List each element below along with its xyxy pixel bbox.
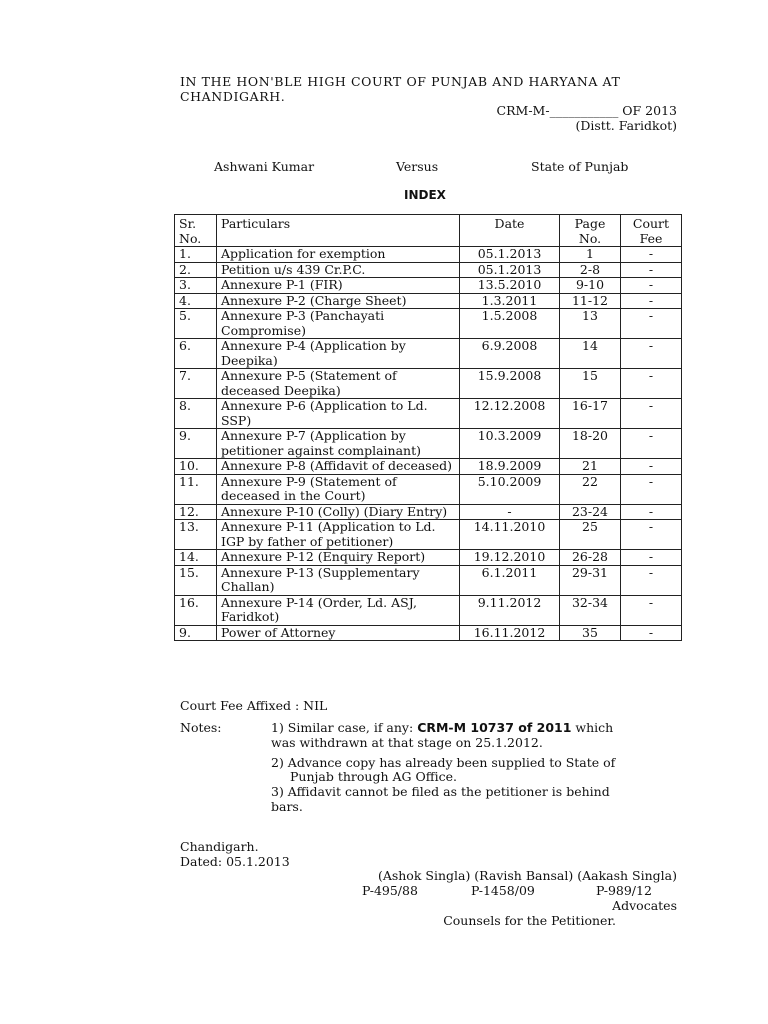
table-row — [175, 262, 682, 278]
header-sr-no: Sr. No. — [175, 215, 217, 247]
note-2-line-1: 2) Advance copy has already been supplied to State of — [271, 755, 616, 770]
cell-particulars: Annexure P-11 (Application to Ld. IGP by father of petitioner) — [217, 520, 460, 550]
index-table — [174, 214, 682, 641]
table-row — [175, 293, 682, 309]
cell-date: 13.5.2010 — [460, 278, 560, 294]
cell-date: 14.11.2010 — [460, 520, 560, 550]
table-row — [175, 309, 682, 339]
advocates-label: Advocates — [612, 898, 677, 913]
cell-court-fee: - — [621, 309, 682, 339]
cell-sr-no: 6. — [175, 339, 217, 369]
cell-particulars: Annexure P-6 (Application to Ld. SSP) — [217, 399, 460, 429]
cell-sr-no: 16. — [175, 595, 217, 625]
cell-date: 6.1.2011 — [460, 565, 560, 595]
cell-sr-no: 13. — [175, 520, 217, 550]
court-title-line-1: IN THE HON'BLE HIGH COURT OF PUNJAB AND HARYANA AT — [180, 74, 621, 89]
court-fee-affixed: Court Fee Affixed : NIL — [180, 698, 328, 713]
cell-page-no: 14 — [560, 339, 621, 369]
cell-date: 10.3.2009 — [460, 429, 560, 459]
table-row — [175, 520, 682, 550]
cell-particulars: Application for exemption — [217, 247, 460, 263]
note-2-line-2: Punjab through AG Office. — [290, 769, 457, 784]
cell-court-fee: - — [621, 595, 682, 625]
table-row — [175, 550, 682, 566]
cell-date: - — [460, 504, 560, 520]
cell-date: 1.3.2011 — [460, 293, 560, 309]
versus-label: Versus — [396, 159, 439, 174]
cell-sr-no: 12. — [175, 504, 217, 520]
cell-court-fee: - — [621, 565, 682, 595]
cell-court-fee: - — [621, 520, 682, 550]
cell-page-no: 18-20 — [560, 429, 621, 459]
cell-date: 1.5.2008 — [460, 309, 560, 339]
cell-sr-no: 9. — [175, 625, 217, 641]
table-row — [175, 504, 682, 520]
cell-sr-no: 5. — [175, 309, 217, 339]
cell-particulars: Annexure P-1 (FIR) — [217, 278, 460, 294]
cell-particulars: Power of Attorney — [217, 625, 460, 641]
cell-court-fee: - — [621, 625, 682, 641]
cell-page-no: 32-34 — [560, 595, 621, 625]
note-1-suffix: which — [575, 720, 614, 735]
cell-page-no: 22 — [560, 474, 621, 504]
cell-sr-no: 1. — [175, 247, 217, 263]
table-row — [175, 625, 682, 641]
cell-particulars: Annexure P-9 (Statement of deceased in the Court) — [217, 474, 460, 504]
cell-sr-no: 10. — [175, 459, 217, 475]
cell-particulars: Annexure P-7 (Application by petitioner against complainant) — [217, 429, 460, 459]
cell-date: 5.10.2009 — [460, 474, 560, 504]
cell-sr-no: 11. — [175, 474, 217, 504]
table-row — [175, 399, 682, 429]
table-row — [175, 474, 682, 504]
cell-date: 05.1.2013 — [460, 247, 560, 263]
cell-date: 15.9.2008 — [460, 369, 560, 399]
cell-court-fee: - — [621, 474, 682, 504]
cell-court-fee: - — [621, 550, 682, 566]
cell-sr-no: 9. — [175, 429, 217, 459]
cell-page-no: 9-10 — [560, 278, 621, 294]
district: (Distt. Faridkot) — [575, 118, 677, 133]
cell-page-no: 16-17 — [560, 399, 621, 429]
court-title-line-2: CHANDIGARH. — [180, 89, 286, 104]
cell-page-no: 13 — [560, 309, 621, 339]
cell-court-fee: - — [621, 504, 682, 520]
note-1-case-ref: CRM-M 10737 of 2011 — [417, 720, 572, 735]
cell-sr-no: 14. — [175, 550, 217, 566]
respondent-name: State of Punjab — [531, 159, 629, 174]
table-row — [175, 339, 682, 369]
header-page-no: Page No. — [560, 215, 621, 247]
enrolment-3: P-989/12 — [596, 883, 652, 898]
case-number: CRM-M-___________ OF 2013 — [496, 103, 677, 118]
cell-court-fee: - — [621, 262, 682, 278]
cell-date: 16.11.2012 — [460, 625, 560, 641]
table-row — [175, 595, 682, 625]
cell-court-fee: - — [621, 339, 682, 369]
cell-sr-no: 2. — [175, 262, 217, 278]
advocate-names: (Ashok Singla) (Ravish Bansal) (Aakash Singla) — [377, 868, 677, 883]
cell-page-no: 1 — [560, 247, 621, 263]
cell-particulars: Annexure P-12 (Enquiry Report) — [217, 550, 460, 566]
cell-sr-no: 3. — [175, 278, 217, 294]
cell-page-no: 11-12 — [560, 293, 621, 309]
cell-court-fee: - — [621, 247, 682, 263]
cell-particulars: Annexure P-8 (Affidavit of deceased) — [217, 459, 460, 475]
cell-page-no: 21 — [560, 459, 621, 475]
cell-date: 9.11.2012 — [460, 595, 560, 625]
header-particulars: Particulars — [217, 215, 460, 247]
cell-court-fee: - — [621, 399, 682, 429]
cell-page-no: 26-28 — [560, 550, 621, 566]
cell-court-fee: - — [621, 369, 682, 399]
counsels-label: Counsels for the Petitioner. — [443, 913, 616, 928]
cell-particulars: Annexure P-13 (Supplementary Challan) — [217, 565, 460, 595]
cell-particulars: Annexure P-3 (Panchayati Compromise) — [217, 309, 460, 339]
cell-page-no: 15 — [560, 369, 621, 399]
table-row — [175, 278, 682, 294]
cell-sr-no: 7. — [175, 369, 217, 399]
cell-particulars: Annexure P-4 (Application by Deepika) — [217, 339, 460, 369]
cell-date: 12.12.2008 — [460, 399, 560, 429]
cell-particulars: Petition u/s 439 Cr.P.C. — [217, 262, 460, 278]
petitioner-name: Ashwani Kumar — [214, 159, 315, 174]
header-date: Date — [460, 215, 560, 247]
note-1-line-1 — [271, 720, 613, 735]
cell-particulars: Annexure P-14 (Order, Ld. ASJ, Faridkot) — [217, 595, 460, 625]
index-title: INDEX — [404, 188, 446, 202]
header-court-fee: Court Fee — [621, 215, 682, 247]
cell-page-no: 23-24 — [560, 504, 621, 520]
cell-particulars: Annexure P-5 (Statement of deceased Deepika) — [217, 369, 460, 399]
note-3-line-1: 3) Affidavit cannot be filed as the petitioner is behind — [271, 784, 610, 799]
table-row — [175, 459, 682, 475]
enrolment-2: P-1458/09 — [471, 883, 535, 898]
cell-page-no: 29-31 — [560, 565, 621, 595]
cell-page-no: 35 — [560, 625, 621, 641]
note-3-line-2: bars. — [271, 799, 303, 814]
table-row — [175, 369, 682, 399]
note-1-line-2: was withdrawn at that stage on 25.1.2012. — [271, 735, 543, 750]
cell-page-no: 2-8 — [560, 262, 621, 278]
cell-particulars: Annexure P-10 (Colly) (Diary Entry) — [217, 504, 460, 520]
cell-page-no: 25 — [560, 520, 621, 550]
cell-particulars: Annexure P-2 (Charge Sheet) — [217, 293, 460, 309]
table-header-row — [175, 215, 682, 247]
cell-court-fee: - — [621, 293, 682, 309]
place: Chandigarh. — [180, 839, 259, 854]
enrolment-1: P-495/88 — [362, 883, 418, 898]
cell-court-fee: - — [621, 429, 682, 459]
table-row — [175, 247, 682, 263]
cell-sr-no: 8. — [175, 399, 217, 429]
cell-date: 18.9.2009 — [460, 459, 560, 475]
cell-court-fee: - — [621, 278, 682, 294]
table-row — [175, 565, 682, 595]
cell-date: 05.1.2013 — [460, 262, 560, 278]
cell-court-fee: - — [621, 459, 682, 475]
dated: Dated: 05.1.2013 — [180, 854, 290, 869]
notes-label: Notes: — [180, 720, 222, 735]
cell-sr-no: 4. — [175, 293, 217, 309]
cell-date: 19.12.2010 — [460, 550, 560, 566]
cell-date: 6.9.2008 — [460, 339, 560, 369]
table-body — [175, 247, 682, 641]
table-row — [175, 429, 682, 459]
cell-sr-no: 15. — [175, 565, 217, 595]
note-1-prefix: 1) Similar case, if any: — [271, 720, 414, 735]
